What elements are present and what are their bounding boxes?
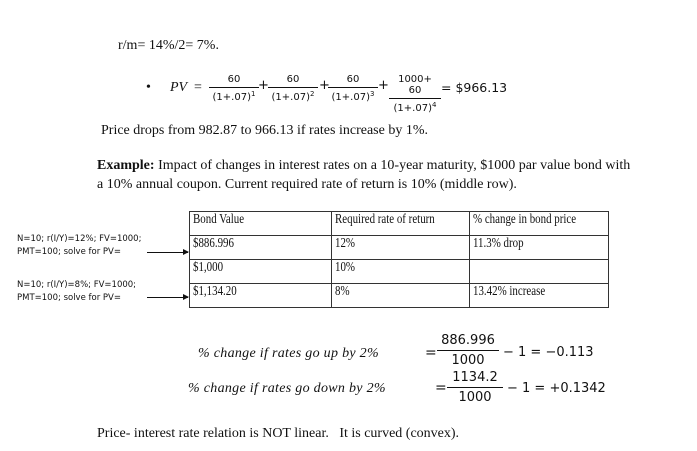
pv-plus-1: + xyxy=(258,78,269,93)
bullet: • xyxy=(146,80,151,95)
table-cell: 12% xyxy=(332,236,470,260)
table-header-cell: % change in bond price xyxy=(470,212,609,236)
table-header-cell: Bond Value xyxy=(190,212,332,236)
pv-equals: = xyxy=(194,80,202,95)
equation-down-fraction xyxy=(447,370,503,405)
note-12pct-line1: N=10; r(I/Y)=12%; FV=1000; xyxy=(17,234,142,244)
pv-term-4-den: $(1+.07)^4$ xyxy=(393,101,437,114)
equation-down-equals: = xyxy=(435,380,447,396)
pv-term-1-num: 60 xyxy=(227,74,241,85)
example-line-2: a 10% annual coupon. Current required rate of return is 10% (middle row). xyxy=(97,177,517,192)
table-header-cell: Required rate of return xyxy=(332,212,470,236)
pv-term-4 xyxy=(389,74,441,114)
table-cell: 8% xyxy=(332,284,470,308)
example-label: Example: xyxy=(97,158,155,173)
table-header-row xyxy=(190,212,609,236)
note-12pct-line2: PMT=100; solve for PV= xyxy=(17,247,121,257)
equation-up-num: 886.996 xyxy=(441,333,495,348)
table-cell: $1,134.20 xyxy=(190,284,332,308)
arrow-right-icon xyxy=(147,252,188,253)
conclusion-text: Price- interest rate relation is NOT linear. It is curved (convex). xyxy=(97,426,460,441)
table-cell: $1,000 xyxy=(190,260,332,284)
pv-term-2-den: $(1+.07)^2$ xyxy=(271,90,315,103)
pv-term-1-den: $(1+.07)^1$ xyxy=(212,90,256,103)
note-8pct xyxy=(17,279,136,305)
table-row xyxy=(190,236,609,260)
table-row xyxy=(190,284,609,308)
example-text-1: Impact of changes in interest rates on a 10-year maturity, $1000 par value bond with xyxy=(154,158,631,173)
pv-term-2-num: 60 xyxy=(286,74,300,85)
pv-term-1 xyxy=(209,74,259,103)
pv-term-3-num: 60 xyxy=(346,74,360,85)
pv-term-4-num: 1000+ 60 xyxy=(398,74,432,96)
pv-plus-2: + xyxy=(319,78,330,93)
price-drop-text: Price drops from 982.87 to 966.13 if rates increase by 1%. xyxy=(101,123,428,138)
equation-up-den: 1000 xyxy=(451,353,485,368)
table-cell: $886.996 xyxy=(190,236,332,260)
bond-table xyxy=(189,211,609,308)
equation-up-result: − 1 = −0.113 xyxy=(503,345,594,360)
table-cell: 13.42% increase xyxy=(470,284,609,308)
pv-plus-3: + xyxy=(378,78,389,93)
table-row xyxy=(190,260,609,284)
pv-term-2 xyxy=(268,74,318,103)
pv-term-3-den: $(1+.07)^3$ xyxy=(331,90,375,103)
rate-line: r/m= 14%/2= 7%. xyxy=(118,38,219,53)
pv-result: = $966.13 xyxy=(441,80,508,95)
note-8pct-line2: PMT=100; solve for PV= xyxy=(17,293,121,303)
pv-term-3 xyxy=(328,74,378,103)
arrow-right-icon xyxy=(147,297,188,298)
table-cell: 10% xyxy=(332,260,470,284)
equation-down-result: − 1 = +0.1342 xyxy=(507,381,606,396)
pv-label: PV xyxy=(170,80,188,95)
note-8pct-line1: N=10; r(I/Y)=8%; FV=1000; xyxy=(17,280,137,290)
example-line-1 xyxy=(97,158,630,174)
equation-down-label: % change if rates go down by 2% xyxy=(188,381,386,396)
equation-down-den: 1000 xyxy=(458,390,492,405)
table-cell xyxy=(470,260,609,284)
note-12pct xyxy=(17,233,141,259)
equation-up-label: % change if rates go up by 2% xyxy=(198,346,379,361)
equation-up-equals: = xyxy=(425,345,437,361)
equation-down-num: 1134.2 xyxy=(452,370,498,385)
table-cell: 11.3% drop xyxy=(470,236,609,260)
equation-up-fraction xyxy=(437,333,499,368)
